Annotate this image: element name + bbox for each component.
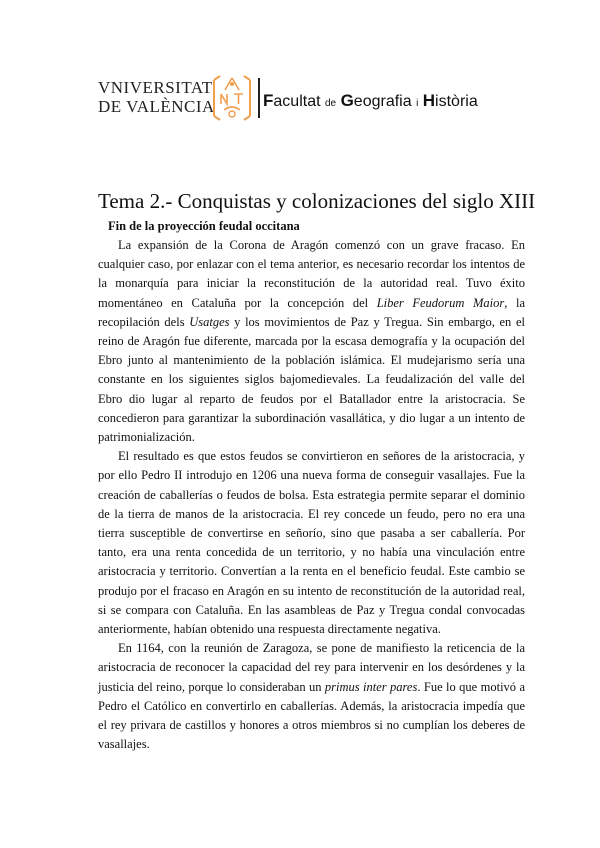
- faculty-word-istoria: istòria: [435, 93, 478, 110]
- faculty-initial-f: F: [263, 91, 274, 110]
- paragraph-1-text-e: y los movimientos de Paz y Tregua. Sin embargo, en el reino de Aragón fue diferente, marcada por la escasa demografía y la ocupación del Ebro junto al mantenimiento de la población islámica. El mudejarismo sería una constante en los siguientes siglos bajomedievales. La feudalización del valle del Ebro dio lugar al reparto de feudos por el Batallador entre la aristocracia. Se concedieron para garantizar la subordinación vasallática, y dio lugar a un intento de patrimonialización.: [98, 314, 525, 445]
- section-heading: Fin de la proyección feudal occitana: [108, 219, 300, 233]
- paragraph-1-text-a: La expansión de la Corona de Aragón comenzó con un grave fracaso. En cualquier caso, por enlazar con el tema anterior, es necesario recordar los intentos de la monarquía para iniciar la reconstitución de la autoridad real. Tuvo éxito momentáneo en Cataluña por la concepción del: [98, 238, 525, 310]
- page-header: [98, 74, 508, 124]
- primus-inter-pares: primus inter pares: [324, 679, 418, 694]
- university-seal-icon: [210, 74, 254, 122]
- university-name-line2: DE VALÈNCIA: [98, 97, 215, 116]
- usatges-title: Usatges: [189, 314, 230, 329]
- faculty-name: [263, 91, 478, 111]
- faculty-word-eografia: eografia: [353, 93, 412, 110]
- header-divider: [258, 78, 260, 118]
- university-logo-text: [98, 78, 215, 116]
- faculty-word-i: i: [416, 98, 419, 109]
- paragraph-3: [98, 639, 525, 754]
- paragraph-3-text-a: En 1164, con la reunión de Zaragoza, se pone de manifiesto la reticencia de la aristocracia de reconocer la capacidad del rey para intervenir en los desórdenes y la justicia del reino, porque lo consideraban un: [98, 641, 525, 694]
- faculty-word-acultat: acultat: [273, 93, 321, 110]
- university-name-line1: VNIVERSITAT: [98, 78, 213, 97]
- paragraph-3-text-c: . Fue lo que motivó a Pedro el Católico en convertirlo en caballerías. Además, la aristocracia impedía que el rey privara de castillos y honores a otros miembros si no cumplían los deberes de vasallajes.: [98, 679, 525, 752]
- faculty-initial-g: G: [340, 91, 354, 110]
- paragraph-1: [98, 236, 525, 447]
- liber-feudorum-title: Liber Feudorum Maior: [376, 295, 505, 310]
- faculty-initial-h: H: [422, 91, 436, 110]
- paragraph-2: El resultado es que estos feudos se convirtieron en señores de la aristocracia, y por ello Pedro II introdujo en 1206 una nueva forma de conseguir vasallajes. Fue la creación de caballerías o feudos de bolsa. Esta estrategia permite separar el dominio de la tierra de manos de la aristocracia. El rey concede un feudo, pero no era una tierra susceptible de convertirse en señorío, sino que pasaba a ser caballería. Por tanto, era una renta concedida de un territorio, y no había una vinculación entre aristocracia y territorio. Convertían a la renta en el beneficio feudal. Este cambio se produjo por el fracaso en Aragón en su intento de reconstitución de la autoridad real, si se compara con Cataluña. En las asambleas de Paz y Tregua condal convocadas anteriormente, habían obtenido una respuesta directamente negativa.: [98, 449, 525, 637]
- document-title: Tema 2.- Conquistas y colonizaciones del siglo XIII: [98, 189, 536, 213]
- paragraph-1-text-c: , la recopilación dels: [98, 295, 525, 329]
- faculty-word-de: de: [324, 98, 337, 109]
- document-body: [98, 236, 525, 754]
